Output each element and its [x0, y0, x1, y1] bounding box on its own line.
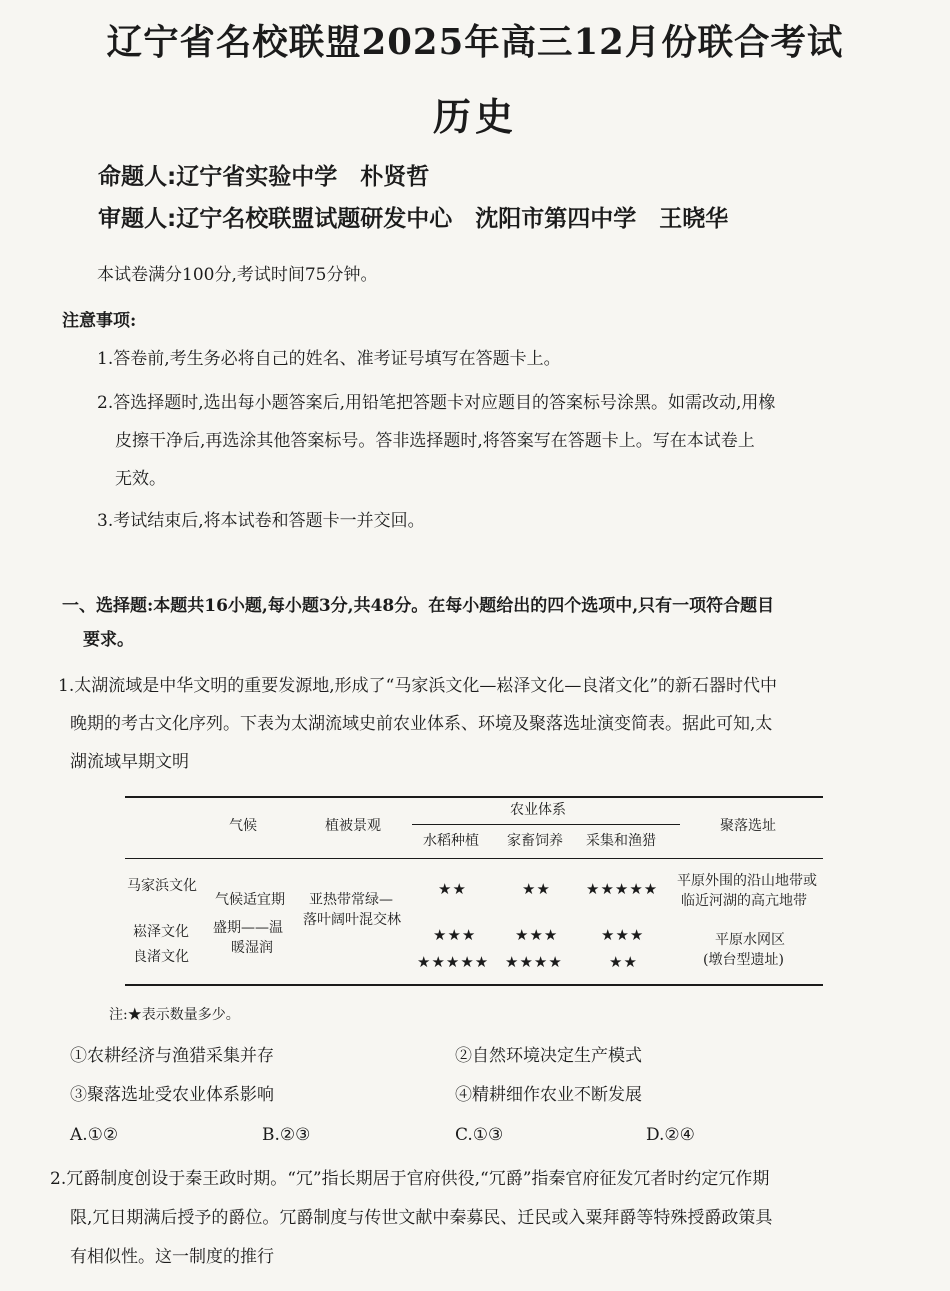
question-1-line-3: 湖流域早期文明 [70, 752, 189, 772]
rating-liangzhu-rice: ★★★★★ [417, 953, 490, 971]
question-2-line-3: 有相似性。这一制度的推行 [70, 1247, 274, 1267]
rating-majiabang-gathering: ★★★★★ [586, 880, 659, 898]
statement-3: ③聚落选址受农业体系影响 [70, 1085, 274, 1105]
question-2-line-2: 限,冗日期满后授予的爵位。冗爵制度与传世文献中秦募民、迁民或入粟拜爵等特殊授爵政策具 [70, 1208, 773, 1228]
subject-title: 历史 [432, 94, 517, 139]
row-liangzhu: 良渚文化 [133, 949, 189, 965]
notice-heading: 注意事项: [62, 311, 137, 331]
notice-item-2-line-1: 2.答选择题时,选出每小题答案后,用铅笔把答题卡对应题目的答案标号涂黑。如需改动,用橡 [97, 393, 776, 413]
rating-majiabang-rice: ★★ [438, 880, 467, 898]
culture-table [125, 796, 823, 986]
table-header-rule [125, 858, 823, 859]
rating-songze-gathering: ★★★ [601, 926, 645, 944]
option-a: A.①② [70, 1125, 119, 1145]
option-d: D.②④ [646, 1125, 695, 1145]
climate-line-3: 暖湿润 [231, 940, 273, 956]
rating-liangzhu-livestock: ★★★★ [505, 953, 563, 971]
rating-majiabang-livestock: ★★ [522, 880, 551, 898]
section-heading-line-1: 一、选择题:本题共16小题,每小题3分,共48分。在每小题给出的四个选项中,只有一项符合题目 [62, 596, 775, 616]
settlement-1-line-2: 临近河湖的高亢地带 [681, 893, 807, 909]
rating-liangzhu-gathering: ★★ [609, 953, 638, 971]
statement-4: ④精耕细作农业不断发展 [455, 1085, 642, 1105]
header-agriculture: 农业体系 [510, 802, 566, 818]
reviewer-line: 审题人:辽宁名校联盟试题研发中心 沈阳市第四中学 王晓华 [98, 206, 729, 232]
table-bottom-rule [125, 984, 823, 986]
option-c: C.①③ [455, 1125, 504, 1145]
row-majiabang: 马家浜文化 [127, 878, 197, 894]
table-sub-rule [412, 824, 680, 825]
notice-item-1: 1.答卷前,考生务必将自己的姓名、准考证号填写在答题卡上。 [97, 349, 561, 369]
vegetation-line-2: 落叶阔叶混交林 [303, 912, 401, 928]
header-gathering: 采集和渔猎 [586, 833, 656, 849]
table-top-rule [125, 796, 823, 798]
notice-item-3: 3.考试结束后,将本试卷和答题卡一并交回。 [97, 511, 425, 531]
climate-line-2: 盛期——温 [213, 920, 283, 936]
header-livestock: 家畜饲养 [507, 833, 563, 849]
settlement-2-line-1: 平原水网区 [715, 932, 785, 948]
exam-title: 辽宁省名校联盟2025年高三12月份联合考试 [106, 22, 844, 63]
statement-2: ②自然环境决定生产模式 [455, 1046, 642, 1066]
header-vegetation: 植被景观 [325, 818, 381, 834]
question-2-line-1: 2.冗爵制度创设于秦王政时期。“冗”指长期居于官府供役,“冗爵”指秦官府征发冗者时约定冗作期 [50, 1169, 770, 1189]
vegetation-line-1: 亚热带常绿— [309, 892, 393, 908]
notice-item-2-line-2: 皮擦干净后,再选涂其他答案标号。答非选择题时,将答案写在答题卡上。写在本试卷上 [115, 431, 755, 451]
option-b: B.②③ [262, 1125, 311, 1145]
question-1-line-2: 晚期的考古文化序列。下表为太湖流域史前农业体系、环境及聚落选址演变简表。据此可知,太 [70, 714, 773, 734]
header-rice: 水稻种植 [423, 833, 479, 849]
header-climate: 气候 [229, 818, 257, 834]
settlement-1-line-1: 平原外围的沿山地带或 [677, 873, 817, 889]
author-line: 命题人:辽宁省实验中学 朴贤哲 [98, 164, 430, 190]
notice-item-2-line-3: 无效。 [115, 469, 166, 489]
rating-songze-rice: ★★★ [433, 926, 477, 944]
question-1-line-1: 1.太湖流域是中华文明的重要发源地,形成了“马家浜文化—崧泽文化—良渚文化”的新石器时代中 [58, 676, 778, 696]
rating-songze-livestock: ★★★ [515, 926, 559, 944]
row-songze: 崧泽文化 [133, 924, 189, 940]
settlement-2-line-2: (墩台型遗址) [703, 952, 784, 968]
header-settlement: 聚落选址 [720, 818, 776, 834]
intro-text: 本试卷满分100分,考试时间75分钟。 [97, 265, 378, 285]
statement-1: ①农耕经济与渔猎采集并存 [70, 1046, 274, 1066]
section-heading-line-2: 要求。 [83, 630, 134, 650]
table-note: 注:★表示数量多少。 [109, 1007, 240, 1023]
climate-line-1: 气候适宜期 [215, 892, 285, 908]
